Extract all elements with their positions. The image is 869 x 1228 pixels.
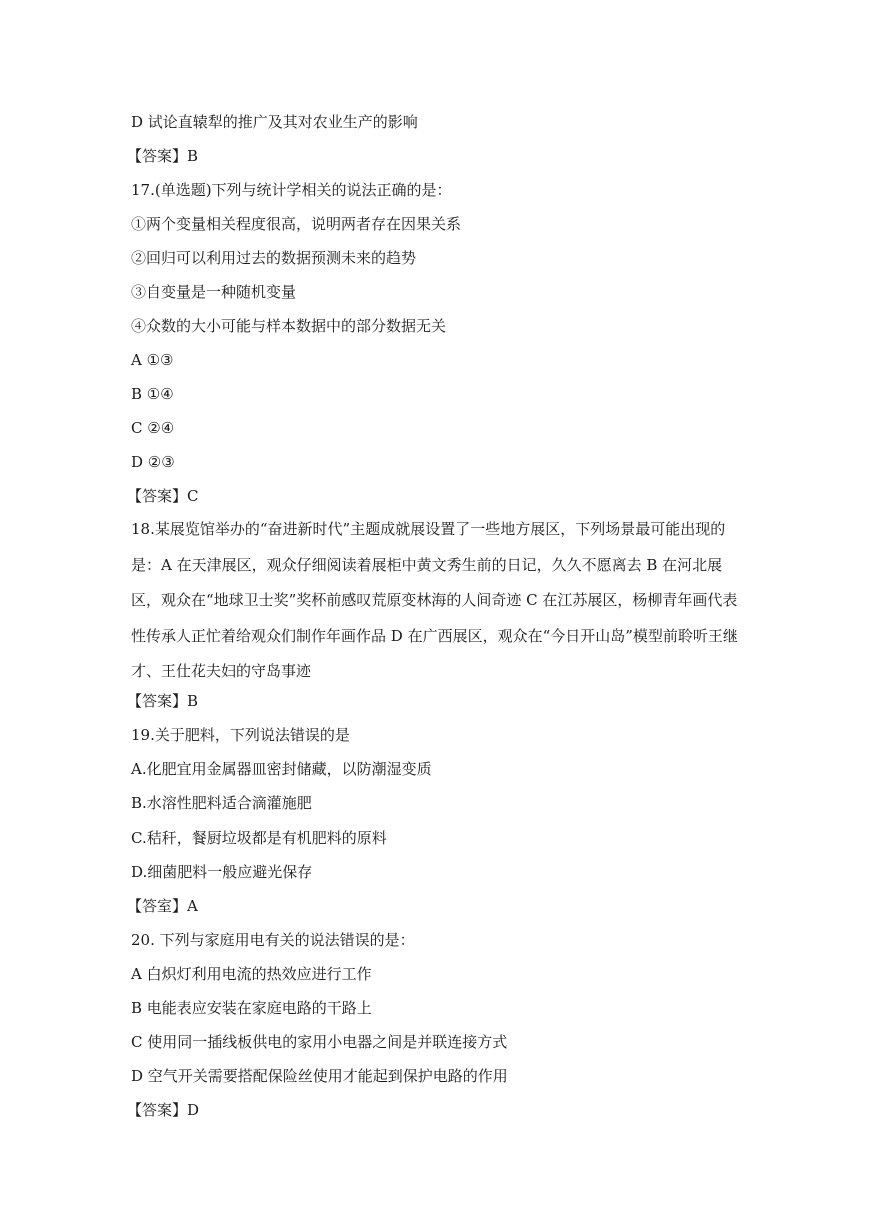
q20-answer: 【答案】D: [127, 1101, 200, 1119]
q17-statement-4: ④众数的大小可能与样本数据中的部分数据无关: [131, 317, 447, 335]
q18-stem: 18.某展览馆举办的“奋进新时代”主题成就展设置了一些地方展区，下列场景最可能出现的是：A 在天津展区，观众仔细阅读着展柜中黄文秀生前的日记，久久不愿离去 B 在河北展区，观众在“地球卫士奖”奖杯前感叹荒原变林海的人间奇迹 C 在江苏展区，杨柳青年画代表性传承人正忙着给观众们制作年画作品 D 在广西展区，观众在“今日开山岛”模型前聆听王继才、王仕花夫妇的守岛事迹: [131, 520, 738, 680]
q17-option-a: A ①③: [131, 351, 174, 369]
q20-stem: 20. 下列与家庭用电有关的说法错误的是：: [131, 931, 415, 949]
q17-option-c: C ②④: [131, 419, 175, 437]
q19-option-a: A.化肥宜用金属器皿密封储藏，以防潮湿变质: [131, 760, 432, 778]
q17-statement-2: ②回归可以利用过去的数据预测未来的趋势: [131, 249, 417, 267]
q20-option-d: D 空气开关需要搭配保险丝使用才能起到保护电路的作用: [131, 1067, 508, 1085]
q17-statement-1: ①两个变量相关程度很高，说明两者存在因果关系: [131, 215, 462, 233]
q20-option-a: A 白炽灯利用电流的热效应进行工作: [131, 965, 372, 983]
q19-option-b: B.水溶性肥料适合滴灌施肥: [131, 794, 312, 812]
q19-answer: 【答室】A: [127, 897, 198, 915]
q19-option-d: D.细菌肥料一般应避光保存: [131, 863, 313, 881]
q18-answer: 【答案】B: [127, 692, 199, 710]
q17-option-b: B ①④: [131, 385, 174, 403]
q20-option-c: C 使用同一插线板供电的家用小电器之间是并联连接方式: [131, 1033, 508, 1051]
q16-option-d: D 试论直辕犁的推广及其对农业生产的影响: [131, 113, 418, 131]
q17-option-d: D ②③: [131, 453, 175, 471]
q17-answer: 【答案】C: [127, 487, 199, 505]
q17-statement-3: ③自变量是一种随机变量: [131, 283, 297, 301]
q20-option-b: B 电能表应安装在家庭电路的干路上: [131, 999, 372, 1017]
q19-option-c: C.秸秆，餐厨垃圾都是有机肥料的原料: [131, 829, 387, 847]
q17-stem: 17.(单选题)下列与统计学相关的说法正确的是：: [131, 181, 452, 199]
q16-answer: 【答案】B: [127, 147, 199, 165]
q19-stem: 19.关于肥料，下列说法错误的是: [131, 726, 350, 744]
